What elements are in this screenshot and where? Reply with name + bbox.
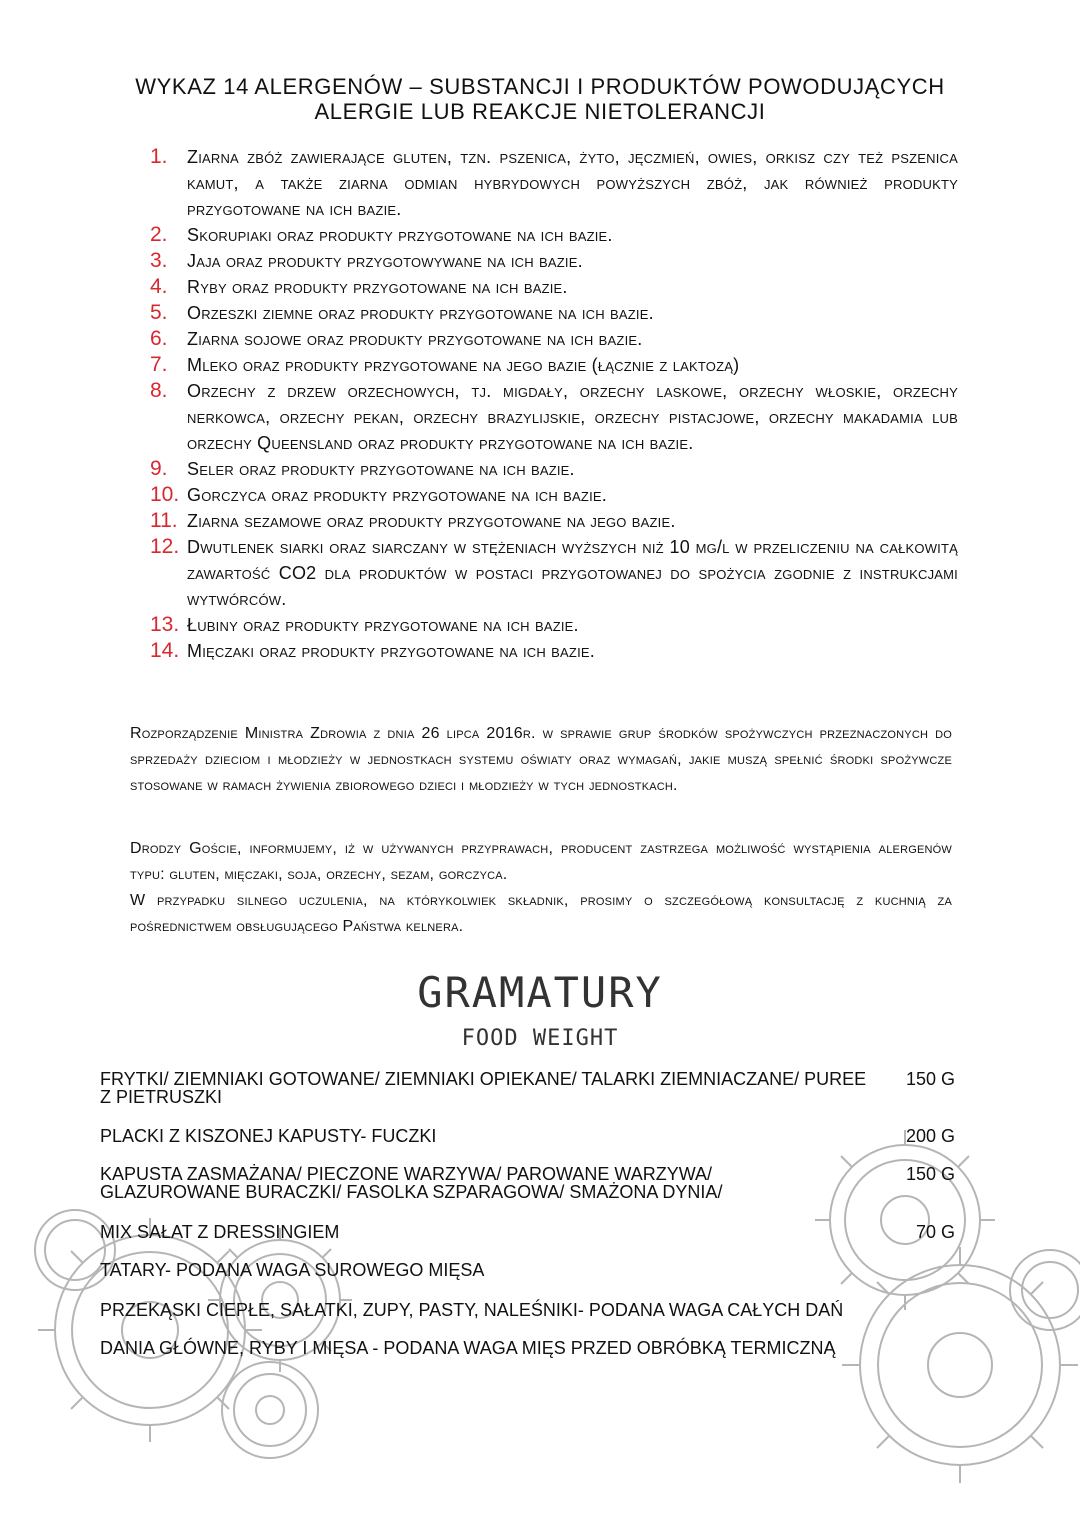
item-text: Gorczyca oraz produkty przygotowane na ich bazie. xyxy=(187,485,607,505)
gear-icon xyxy=(1010,1250,1080,1330)
weight-row-label: PLACKI Z KISZONEJ KAPUSTY- FUCZKI xyxy=(100,1126,437,1146)
weight-row-value: 70 G xyxy=(915,1222,955,1242)
weight-row xyxy=(100,1223,955,1241)
list-item xyxy=(150,248,958,274)
item-text: Orzechy z drzew orzechowych, tj. migdały, orzechy laskowe, orzechy włoskie, orzechy nerkowca, orzechy pekan, orzechy brazylijskie, orzechy pistacjowe, orzechy makadamia lub orzechy Queensland oraz produkty przygotowane na ich bazie. xyxy=(187,381,958,453)
list-item xyxy=(150,456,958,482)
item-text: Ziarna zbóż zawierające gluten, tzn. pszenica, żyto, jęczmień, owies, orkisz czy też pszenica kamut, a także ziarna odmian hybrydowych powyższych zbóż, jak również produkty przygotowane na ich bazie. xyxy=(187,147,958,219)
item-number: 12. xyxy=(150,535,180,558)
gear-icon xyxy=(842,1247,1078,1483)
item-text: Orzeszki ziemne oraz produkty przygotowane na ich bazie. xyxy=(187,303,654,323)
gramatury-heading: GRAMATURY xyxy=(417,968,663,1017)
item-text: Dwutlenek siarki oraz siarczany w stężeniach wyższych niż 10 mg/l w przeliczeniu na całkowitą zawartość CO2 dla produktów w postaci przygotowanej do spożycia zgodnie z instrukcjami wytwórców. xyxy=(187,537,958,609)
item-number: 7. xyxy=(150,353,168,376)
food-weight-subheading: FOOD WEIGHT xyxy=(461,1026,619,1051)
weight-row xyxy=(100,1165,955,1201)
weight-row xyxy=(100,1127,955,1145)
item-text: Seler oraz produkty przygotowane na ich bazie. xyxy=(187,459,575,479)
list-item xyxy=(150,638,958,664)
weight-row-label: KAPUSTA ZASMAŻANA/ PIECZONE WARZYWA/ PAROWANE WARZYWA/ GLAZUROWANE BURACZKI/ FASOLKA SZPARAGOWA/ SMAŻONA DYNIA/ xyxy=(100,1164,723,1202)
list-item xyxy=(150,300,958,326)
item-number: 10. xyxy=(150,483,180,506)
weight-row-label: MIX SAŁAT Z DRESSINGIEM xyxy=(100,1222,340,1242)
item-text: Ziarna sezamowe oraz produkty przygotowane na jego bazie. xyxy=(187,511,676,531)
allergen-list-title xyxy=(0,74,1080,124)
item-number: 5. xyxy=(150,301,168,324)
weight-row-label: PRZEKĄSKI CIEPŁE, SAŁATKI, ZUPY, PASTY, NALEŚNIKI- PODANA WAGA CAŁYCH DAŃ xyxy=(100,1300,844,1320)
gear-icon xyxy=(222,1362,318,1458)
weight-row xyxy=(100,1070,955,1106)
item-text: Mięczaki oraz produkty przygotowane na ich bazie. xyxy=(187,641,595,661)
item-text: Łubiny oraz produkty przygotowane na ich bazie. xyxy=(187,615,579,635)
list-item xyxy=(150,612,958,638)
regulation-note: Rozporządzenie Ministra Zdrowia z dnia 26 lipca 2016r. w sprawie grup środków spożywczych przeznaczonych do sprzedaży dzieciom i młodzieży w jednostkach systemu oświaty oraz wymagań, jakie muszą spełnić środki spożywcze stosowane w ramach żywienia zbiorowego dzieci i młodzieży w tych jednostkach. xyxy=(130,725,952,794)
weight-row-value: 200 G xyxy=(905,1126,955,1146)
list-item xyxy=(150,326,958,352)
item-text: Ryby oraz produkty przygotowane na ich bazie. xyxy=(187,277,568,297)
title-line-2: ALERGIE LUB REAKCJE NIETOLERANCJI xyxy=(314,99,766,124)
item-text: Skorupiaki oraz produkty przygotowane na ich bazie. xyxy=(187,225,613,245)
gear-icon xyxy=(815,1130,995,1310)
notice-paragraph: Drodzy Goście, informujemy, iż w używanych przyprawach, producent zastrzega możliwość wystąpienia alergenów typu: gluten, mięczaki, soja, orzechy, sezam, gorczyca. xyxy=(130,840,952,883)
list-item xyxy=(150,352,958,378)
item-number: 2. xyxy=(150,223,168,246)
list-item xyxy=(150,534,958,612)
notice-paragraph: W przypadku silnego uczulenia, na którykolwiek składnik, prosimy o szczegółową konsultację z kuchnią za pośrednictwem obsługującego Państwa kelnera. xyxy=(130,892,952,935)
item-number: 14. xyxy=(150,639,180,662)
weight-row-label: TATARY- PODANA WAGA SUROWEGO MIĘSA xyxy=(100,1260,485,1280)
item-text: Ziarna sojowe oraz produkty przygotowane na ich bazie. xyxy=(187,329,643,349)
list-item xyxy=(150,274,958,300)
weight-row xyxy=(100,1301,955,1319)
list-item xyxy=(150,222,958,248)
list-item xyxy=(150,482,958,508)
weight-row xyxy=(100,1261,955,1279)
item-number: 13. xyxy=(150,613,180,636)
gear-icon xyxy=(38,1218,262,1442)
item-number: 3. xyxy=(150,249,168,272)
item-number: 6. xyxy=(150,327,168,350)
weight-row-value: 150 G xyxy=(905,1164,955,1184)
list-item xyxy=(150,144,958,222)
weight-row-label: DANIA GŁÓWNE, RYBY I MIĘSA - PODANA WAGA MIĘS PRZED OBRÓBKĄ TERMICZNĄ xyxy=(100,1338,836,1358)
weight-row-label: FRYTKI/ ZIEMNIAKI GOTOWANE/ ZIEMNIAKI OPIEKANE/ TALARKI ZIEMNIACZANE/ PUREE Z PIETRUSZKI xyxy=(100,1069,867,1107)
list-item xyxy=(150,378,958,456)
weight-row xyxy=(100,1339,955,1357)
item-number: 11. xyxy=(150,509,178,532)
item-text: Mleko oraz produkty przygotowane na jego bazie (łącznie z laktozą) xyxy=(187,355,740,375)
item-number: 8. xyxy=(150,379,168,402)
weight-row-value: 150 G xyxy=(905,1069,955,1089)
item-number: 4. xyxy=(150,275,168,298)
list-item xyxy=(150,508,958,534)
title-line-1: WYKAZ 14 ALERGENÓW – SUBSTANCJI I PRODUKTÓW POWODUJĄCYCH xyxy=(135,74,945,99)
item-number: 9. xyxy=(150,457,168,480)
allergen-list xyxy=(150,144,958,664)
guest-notice xyxy=(130,836,952,940)
item-text: Jaja oraz produkty przygotowywane na ich bazie. xyxy=(187,251,583,271)
item-number: 1. xyxy=(150,145,168,168)
